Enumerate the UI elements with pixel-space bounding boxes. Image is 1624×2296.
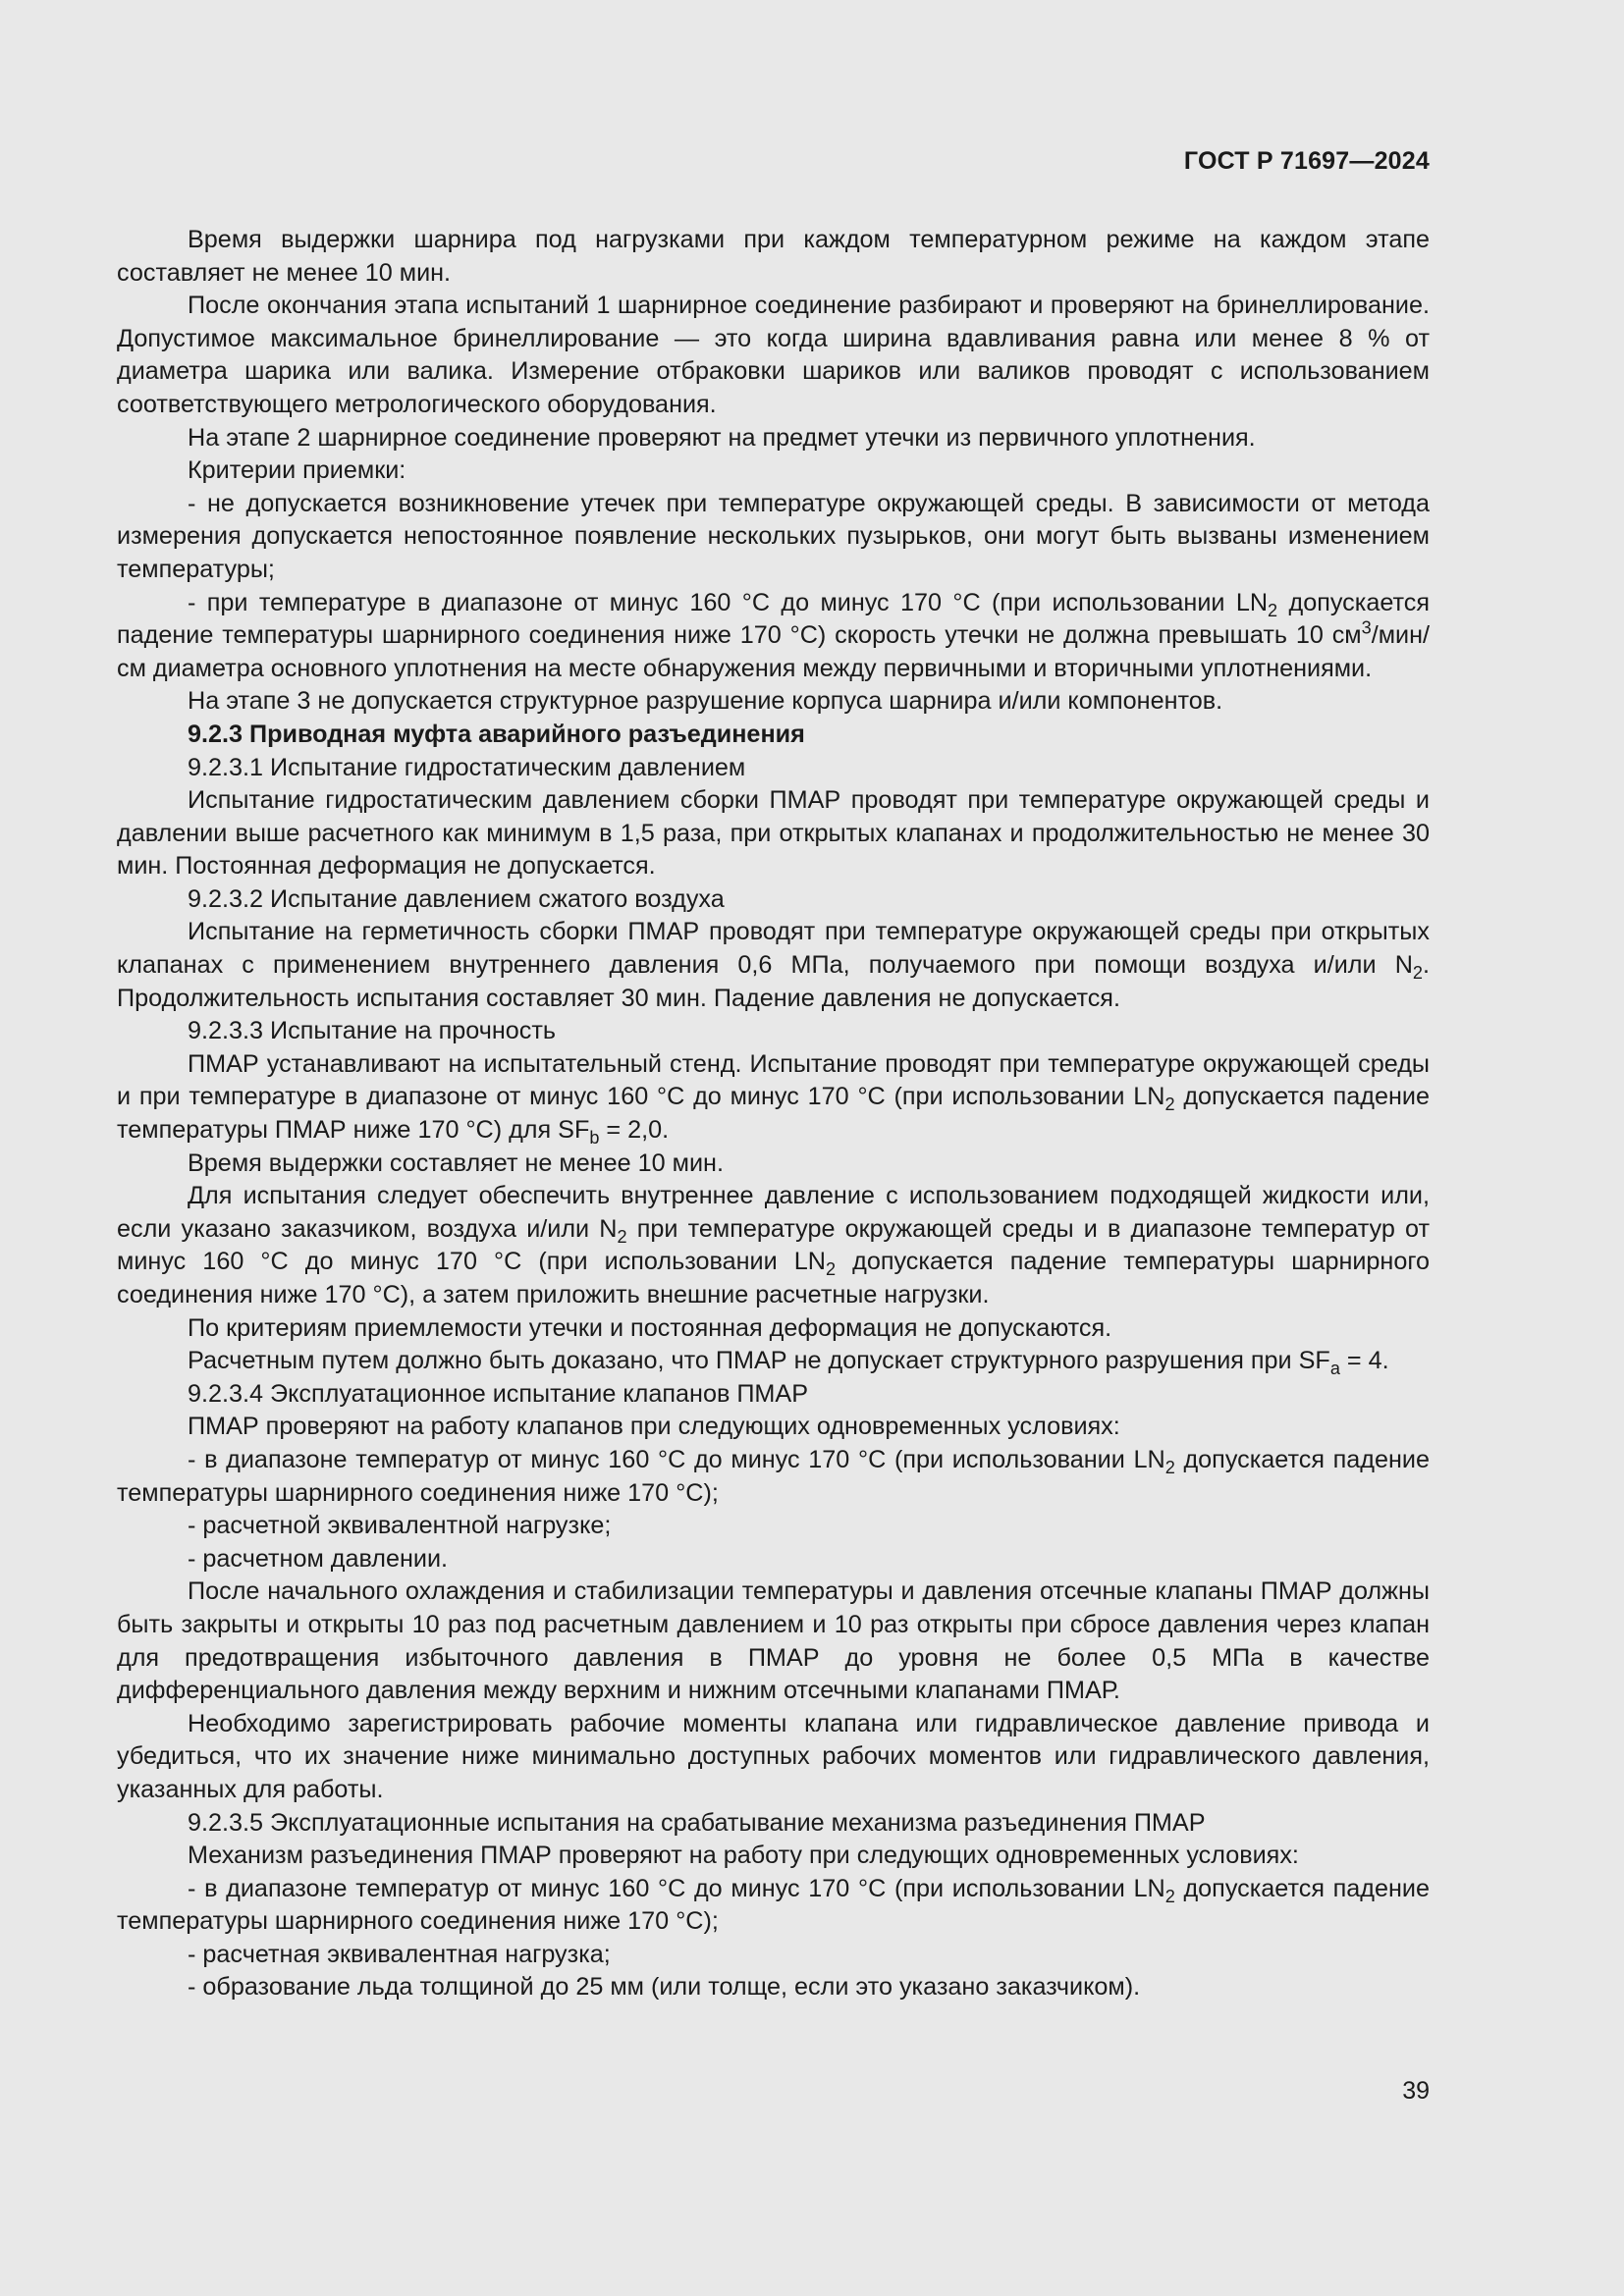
text-run: Испытание на герметичность сборки ПМАР проводят при температуре окружающей среды при открытых клапанах с применением внутреннего давления 0,6 МПа, получаемого при помощи воздуха и/или N [117, 918, 1430, 980]
text-run: допускается падение температуры шарнирного соединения ниже 170 °С); [117, 1445, 1431, 1507]
list-item [117, 587, 1430, 686]
text-run: . Продолжительность испытания составляет 30 мин. Падение давления не допускается. [117, 951, 1430, 1012]
subsection-heading: 9.2.3.5 Эксплуатационные испытания на срабатывание механизма разъединения ПМАР [188, 1808, 1206, 1837]
subscript: 2 [1164, 1886, 1175, 1906]
paragraph: Время выдержки составляет не менее 10 мин. [188, 1148, 724, 1177]
list-item: - расчетной эквивалентной нагрузке; [188, 1512, 612, 1540]
subscript: 2 [1268, 600, 1278, 620]
text-run: Расчетным путем должно быть доказано, что ПМАР не допускает структурного разрушения при SF [188, 1347, 1330, 1375]
text-run: допускается падение температуры ПМАР ниже 170 °С) для SF [117, 1083, 1430, 1145]
list-item: - не допускается возникновение утечек при температуре окружающей среды. В зависимости от метода измерения допускается непостоянное появление нескольких пузырьков, они могут быть вызваны изменением температуры; [117, 489, 1430, 583]
list-item [117, 1873, 1430, 1939]
text-run: при температуре окружающей среды и в диапазоне температур от минус 160 °С до минус 170 °С (при использовании LN [117, 1214, 1430, 1276]
paragraph: Необходимо зарегистрировать рабочие моменты клапана или гидравлическое давление привода и убедиться, что их значение ниже минимально доступных рабочих моментов или гидравлического давления, указанных для работы. [117, 1709, 1430, 1803]
list-item [117, 1444, 1430, 1510]
paragraph: Механизм разъединения ПМАР проверяют на работу при следующих одновременных условиях: [188, 1842, 1299, 1870]
text-run: - в диапазоне температур от минус 160 °С до минус 170 °С (при использовании LN [188, 1874, 1165, 1902]
document-body [117, 224, 1430, 2004]
paragraph: По критериям приемлемости утечки и постоянная деформация не допускаются. [188, 1313, 1112, 1342]
text-run: ПМАР устанавливают на испытательный стенд. Испытание проводят при температуре окружающей среды и при температуре в диапазоне от минус 160 °С до минус 170 °С (при использовании LN [117, 1049, 1430, 1111]
subscript: b [589, 1128, 600, 1148]
paragraph [117, 916, 1430, 1015]
subscript: 2 [1164, 1095, 1175, 1115]
list-item: - расчетном давлении. [188, 1544, 449, 1573]
paragraph: После окончания этапа испытаний 1 шарнирное соединение разбирают и проверяют на бринеллирование. Допустимое максимальное бринеллирование — это когда ширина вдавливания равна или менее 8 % от диаметра шарика или валика. Измерение отбраковки шариков или валиков проводят с использованием соответствующего метрологического оборудования. [117, 292, 1430, 418]
subsection-heading: 9.2.3.4 Эксплуатационное испытание клапанов ПМАР [188, 1379, 809, 1408]
text-run: - в диапазоне температур от минус 160 °С до минус 170 °С (при использовании LN [188, 1445, 1165, 1473]
subscript: a [1329, 1359, 1340, 1379]
paragraph: ПМАР проверяют на работу клапанов при следующих одновременных условиях: [188, 1413, 1120, 1441]
subscript: 2 [1412, 963, 1423, 984]
page-number: 39 [1402, 2077, 1430, 2105]
paragraph: Критерии приемки: [188, 456, 406, 485]
subsection-heading: 9.2.3.1 Испытание гидростатическим давлением [188, 753, 746, 781]
text-run: = 2,0. [599, 1116, 670, 1145]
subscript: 2 [825, 1259, 837, 1280]
paragraph [117, 1180, 1430, 1311]
text-run: допускается падение температуры шарнирного соединения ниже 170 °С), а затем приложить внешние расчетные нагрузки. [117, 1248, 1430, 1308]
text-run: допускается падение температуры шарнирного соединения ниже 170 °С); [117, 1874, 1431, 1936]
text-run: /мин/см диаметра основного уплотнения на месте обнаружения между первичными и вторичными уплотнениями. [117, 621, 1430, 682]
paragraph: Время выдержки шарнира под нагрузками при каждом температурном режиме на каждом этапе составляет не менее 10 мин. [117, 226, 1430, 287]
paragraph [117, 1345, 1430, 1378]
list-item: - образование льда толщиной до 25 мм (или толще, если это указано заказчиком). [188, 1973, 1141, 2002]
list-item: - расчетная эквивалентная нагрузка; [188, 1940, 611, 1968]
paragraph: На этапе 3 не допускается структурное разрушение корпуса шарнира и/или компонентов. [188, 687, 1223, 716]
subscript: 2 [1164, 1458, 1175, 1477]
text-run: - при температуре в диапазоне от минус 160 °С до минус 170 °С (при использовании LN [188, 588, 1269, 616]
text-run: допускается падение температуры шарнирного соединения ниже 170 °С) скорость утечки не должна превышать 10 см [117, 588, 1430, 650]
paragraph: После начального охлаждения и стабилизации температуры и давления отсечные клапаны ПМАР должны быть закрыты и открыты 10 раз под расчетным давлением и 10 раз открыты при сбросе давления через клапан для предотвращения избыточного давления в ПМАР до уровня не более 0,5 МПа в качестве дифференциального давления между верхним и нижним отсечными клапанами ПМАР. [117, 1577, 1430, 1705]
subsection-heading: 9.2.3.2 Испытание давлением сжатого воздуха [188, 884, 725, 913]
superscript: 3 [1361, 617, 1372, 638]
document-header: ГОСТ Р 71697—2024 [1183, 147, 1430, 175]
subsection-heading: 9.2.3.3 Испытание на прочность [188, 1017, 557, 1045]
section-heading: 9.2.3 Приводная муфта аварийного разъединения [188, 720, 805, 748]
subscript: 2 [617, 1226, 627, 1247]
paragraph [117, 1048, 1430, 1148]
paragraph: Испытание гидростатическим давлением сборки ПМАР проводят при температуре окружающей среды и давлении выше расчетного как минимум в 1,5 раза, при открытых клапанах и продолжительностью не менее 30 мин. Постоянная деформация не допускается. [117, 786, 1430, 881]
text-run: Для испытания следует обеспечить внутреннее давление с использованием подходящей жидкости или, если указано заказчиком, воздуха и/или N [117, 1182, 1430, 1243]
text-run: = 4. [1339, 1347, 1389, 1375]
paragraph: На этапе 2 шарнирное соединение проверяют на предмет утечки из первичного уплотнения. [188, 423, 1256, 452]
